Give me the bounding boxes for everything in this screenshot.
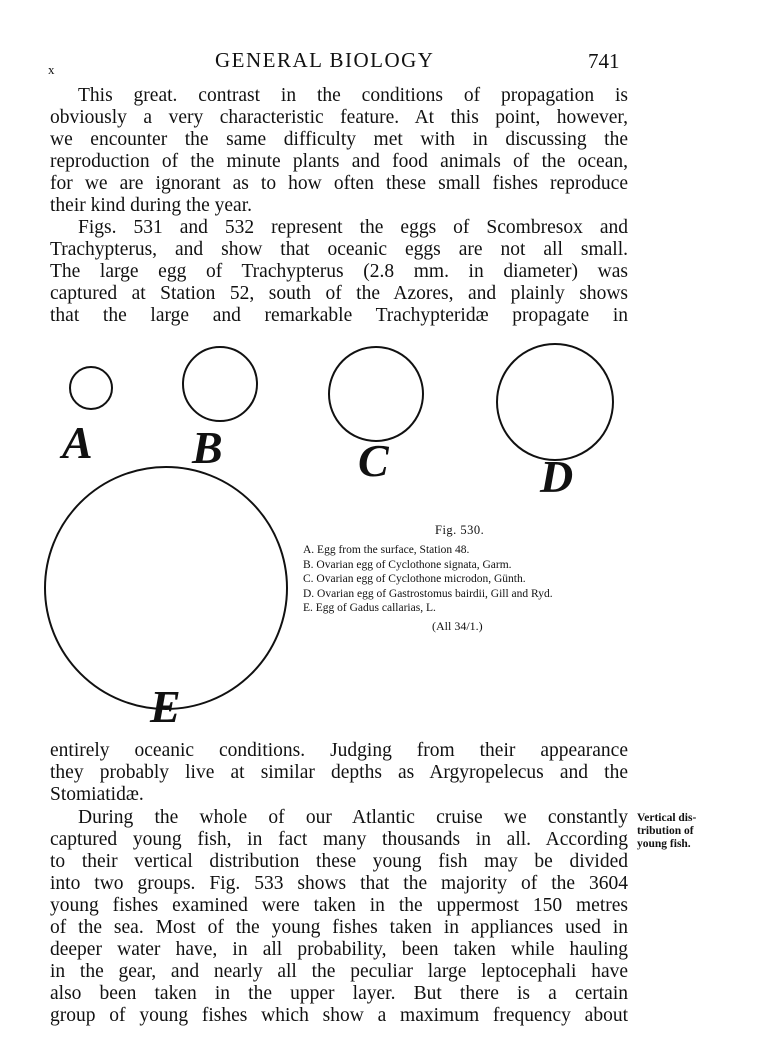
egg-b <box>183 347 257 421</box>
text-line: that the large and remarkable Trachypteridæ propagate in <box>50 305 628 326</box>
text-line: into two groups. Fig. 533 shows that the majority of the 3604 <box>50 873 628 894</box>
egg-c <box>329 347 423 441</box>
header-mark: x <box>48 62 55 77</box>
text-line: reproduction of the minute plants and food animals of the ocean, <box>50 151 628 172</box>
text-line: This great. contrast in the conditions of propagation is <box>78 85 628 106</box>
text-line: to their vertical distribution these young fish may be divided <box>50 851 628 872</box>
sidenote-line: young fish. <box>637 838 691 850</box>
text-line: young fishes examined were taken in the uppermost 150 metres <box>50 895 628 916</box>
text-line: captured at Station 52, south of the Azores, and plainly shows <box>50 283 628 304</box>
text-line: entirely oceanic conditions. Judging from their appearance <box>50 740 628 761</box>
figure-caption-title: Fig. 530. <box>435 523 485 537</box>
text-line: deeper water have, in all probability, been taken while hauling <box>50 939 628 960</box>
caption-line: E. Egg of Gadus callarias, L. <box>303 602 436 614</box>
text-line: we encounter the same difficulty met with in discussing the <box>50 129 628 150</box>
egg-a <box>70 367 112 409</box>
text-line: obviously a very characteristic feature. At this point, however, <box>50 107 628 128</box>
egg-e <box>45 467 287 709</box>
label-e: E <box>150 681 181 732</box>
egg-d <box>497 344 613 460</box>
text-line: Trachypterus, and show that oceanic eggs are not all small. <box>50 239 628 260</box>
sidenote-line: tribution of <box>637 825 694 837</box>
running-head: GENERAL BIOLOGY <box>215 48 435 72</box>
text-line: their kind during the year. <box>50 195 252 216</box>
text-line: for we are ignorant as to how often these small fishes reproduce <box>50 173 628 194</box>
text-line: During the whole of our Atlantic cruise we constantly <box>78 807 628 828</box>
text-line: The large egg of Trachypterus (2.8 mm. in diameter) was <box>50 261 628 282</box>
sidenote-line: Vertical dis- <box>637 812 697 824</box>
text-line: group of young fishes which show a maximum frequency about <box>50 1005 628 1026</box>
text-line: Figs. 531 and 532 represent the eggs of Scombresox and <box>78 217 628 238</box>
text-line: captured young fish, in fact many thousands in all. According <box>50 829 628 850</box>
scale-note: (All 34/1.) <box>432 619 483 633</box>
caption-line: C. Ovarian egg of Cyclothone microdon, Günth. <box>303 573 526 585</box>
caption-line: D. Ovarian egg of Gastrostomus bairdii, Gill and Ryd. <box>303 587 553 600</box>
label-a: A <box>62 417 93 468</box>
page-number: 741 <box>588 49 620 73</box>
text-line: they probably live at similar depths as Argyropelecus and the <box>50 762 628 783</box>
label-b: B <box>192 422 223 473</box>
caption-line: B. Ovarian egg of Cyclothone signata, Garm. <box>303 558 512 571</box>
text-line: of the sea. Most of the young fishes taken in appliances used in <box>50 917 628 938</box>
text-line: in the gear, and nearly all the peculiar large leptocephali have <box>50 961 628 982</box>
label-c: C <box>358 435 389 486</box>
label-d: D <box>540 451 574 502</box>
text-line: also been taken in the upper layer. But there is a certain <box>50 983 628 1004</box>
text-line: Stomiatidæ. <box>50 784 144 805</box>
caption-line: A. Egg from the surface, Station 48. <box>303 544 470 556</box>
